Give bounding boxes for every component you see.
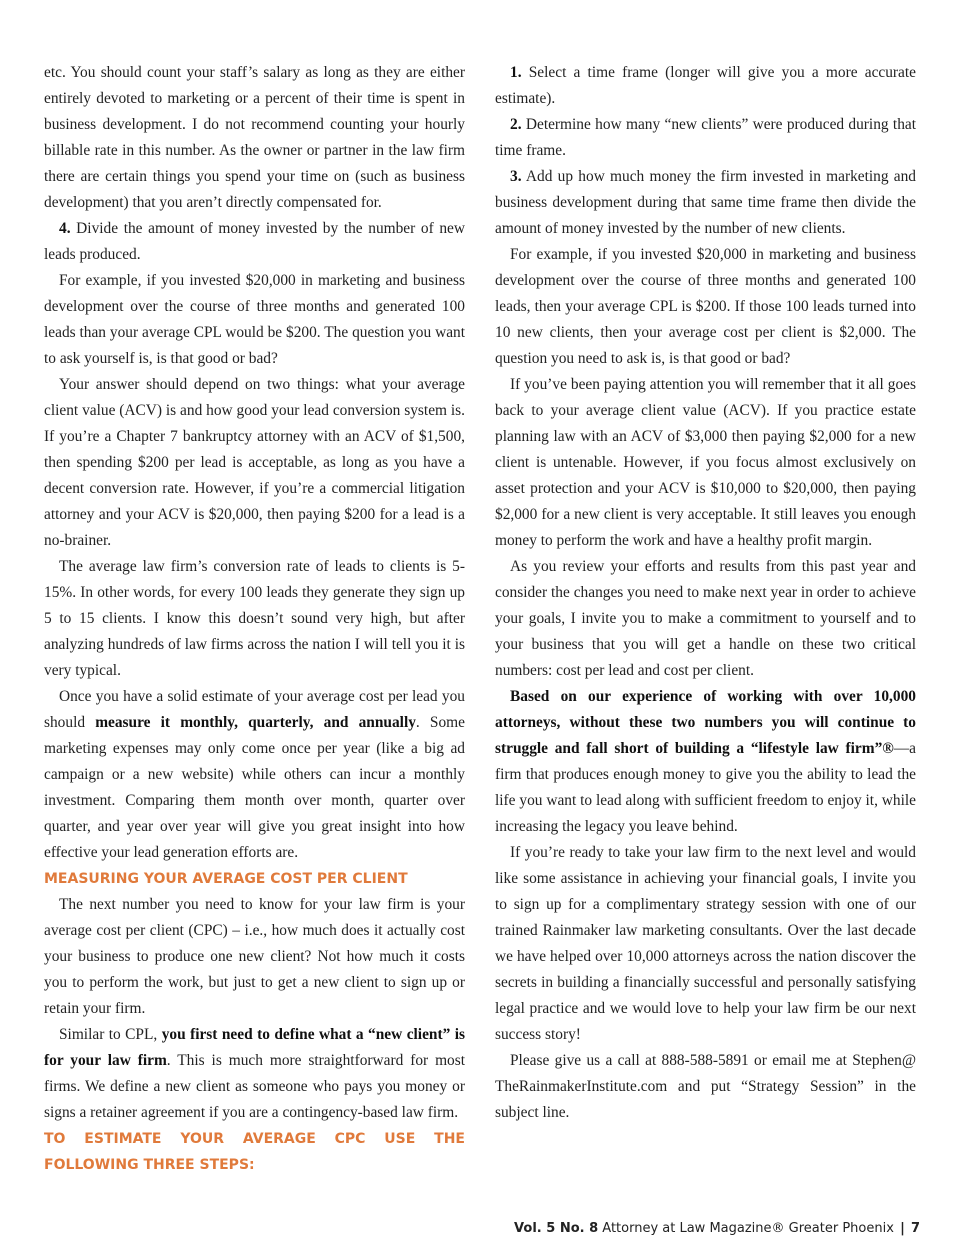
- paragraph-acv-recap: If you’ve been paying attention you will remember that it all goes back to your average client value (ACV). If you practice estate planning law with an ACV of $3,000 then paying $2,000 for a new client is untenable. However, if you focus almost exclusively on asset protection and your ACV is $10,000 to $20,000, then paying $2,000 for a new client is very acceptable. It still leaves you enough money to perform the work and have a healthy profit margin.: [495, 376, 916, 549]
- paragraph-strategy-session: If you’re ready to take your law firm to the next level and would like some assistance in achieving your financial goals, I invite you to sign up for a complimentary strategy session with one of our trained Rainmaker law marketing consultants. Over the last decade we have helped over 10,000 attorneys across the nation discover the secrets in building a financially successful and personally satisfying legal practice and we would love to help your law firm be our next success story!: [495, 844, 916, 1043]
- issue-label: Vol. 5 No. 8: [514, 1221, 599, 1236]
- step-number: 1.: [510, 64, 522, 81]
- bold-text-run: Based on our experience of working with over 10,000 attorneys, without these two numbers you will continue to struggle and fall short of building a “lifestyle law firm”®: [495, 688, 916, 757]
- paragraph-cpl-example: For example, if you invested $20,000 in marketing and business development over the course of three months and generated 100 leads than your average CPL would be $200. The question you want to ask yourself is, is that good or bad?: [44, 272, 465, 367]
- footer-separator: |: [900, 1221, 905, 1236]
- paragraph-step-3: [495, 164, 916, 242]
- page-footer: [514, 1219, 920, 1239]
- page-number: 7: [910, 1221, 920, 1236]
- paragraph-acv: Your answer should depend on two things: what your average client value (ACV) is and how good your lead conversion system is. If you’re a Chapter 7 bankruptcy attorney with an ACV of $1,500, then spending $200 per lead is acceptable, as long as you have a decent conversion rate. However, if you’re a commercial litigation attorney and your ACV is $20,000, then paying $200 for a lead is a no-brainer.: [44, 376, 465, 549]
- step-text: Determine how many “new clients” were produced during that time frame.: [495, 116, 916, 159]
- step-text: Select a time frame (longer will give you a more accurate estimate).: [495, 64, 916, 107]
- step-number: 4.: [59, 220, 71, 237]
- paragraph-commitment: As you review your efforts and results from this past year and consider the changes you need to make next year in order to achieve your goals, I invite you to make a commitment to yourself and to your business that you will get a handle on these two critical numbers: cost per lead and cost per client.: [495, 558, 916, 679]
- section-heading-cpc: MEASURING YOUR AVERAGE COST PER CLIENT: [44, 871, 408, 887]
- step-number: 2.: [510, 116, 522, 133]
- paragraph-contact: Please give us a call at 888-588-5891 or email me at Stephen@ TheRainmakerInstitute.com and put “Strategy Session” in the subject line.: [495, 1052, 916, 1121]
- paragraph-step-4: [44, 216, 465, 268]
- paragraph-measure-cpl: [44, 684, 465, 866]
- text-run: . This is much more straightforward for most firms. We define a new client as someone who pays you money or signs a retainer agreement if you are a contingency-based law firm.: [44, 1052, 465, 1121]
- paragraph-define-new-client: [44, 1022, 465, 1126]
- step-text: Divide the amount of money invested by the number of new leads produced.: [44, 220, 465, 263]
- paragraph-lifestyle-firm: [495, 684, 916, 840]
- step-number: 3.: [510, 168, 522, 185]
- bold-text-run: you first need to define what a “new client” is for your law firm: [44, 1026, 465, 1069]
- paragraph-staff-salary: etc. You should count your staff’s salary as long as they are either entirely devoted to marketing or a percent of their time is spent in business development. I do not recommend counting your hourly billable rate in this number. As the owner or partner in the law firm there are certain things you spend your time on (such as business development) that you aren’t directly compensated for.: [44, 64, 465, 211]
- text-run: Similar to CPL,: [59, 1026, 162, 1043]
- right-column: [495, 60, 916, 1126]
- paragraph-cpc-example: For example, if you invested $20,000 in marketing and business development over the course of three months and generated 100 leads, then your average CPL is $200. If those 100 leads turned into 10 new clients, then your average cost per client is $2,000. The question you need to ask is, is that good or bad?: [495, 246, 916, 367]
- paragraph-conversion-rate: The average law firm’s conversion rate of leads to clients is 5-15%. In other words, for every 100 leads they generate they sign up 5 to 15 clients. I know this doesn’t sound very high, but after analyzing hundreds of law firms across the nation I will tell you it is very typical.: [44, 558, 465, 679]
- magazine-title: Attorney at Law Magazine®: [602, 1221, 785, 1236]
- step-text: Add up how much money the firm invested in marketing and business development during that same time frame then divide the amount of money invested by the number of new clients.: [495, 168, 916, 237]
- text-run: Once you have a solid estimate of your average cost per lead you should: [44, 688, 465, 731]
- edition-label: Greater Phoenix: [788, 1221, 894, 1236]
- bold-text-run: measure it monthly, quarterly, and annually: [95, 714, 416, 731]
- left-column: [44, 60, 465, 1178]
- paragraph-cpc-definition: The next number you need to know for your law firm is your average cost per client (CPC) – i.e., how much does it actually cost your business to produce one new client? Not how much it costs you to perform the work, but just to get a new client to sign up or retain your firm.: [44, 896, 465, 1017]
- text-run: —a firm that produces enough money to give you the ability to lead the life you want to lead along with sufficient freedom to enjoy it, while increasing the legacy you leave behind.: [495, 740, 916, 835]
- paragraph-step-2: [495, 112, 916, 164]
- text-run: . Some marketing expenses may only come once per year (like a big ad campaign or a new website) while others can incur a monthly investment. Comparing them month over month, quarter over quarter, and year over year will give you great insight into how effective your lead generation efforts are.: [44, 714, 465, 861]
- paragraph-step-1: [495, 60, 916, 112]
- section-heading-cpc-steps: TO ESTIMATE YOUR AVERAGE CPC USE THE FOLLOWING THREE STEPS:: [44, 1131, 465, 1173]
